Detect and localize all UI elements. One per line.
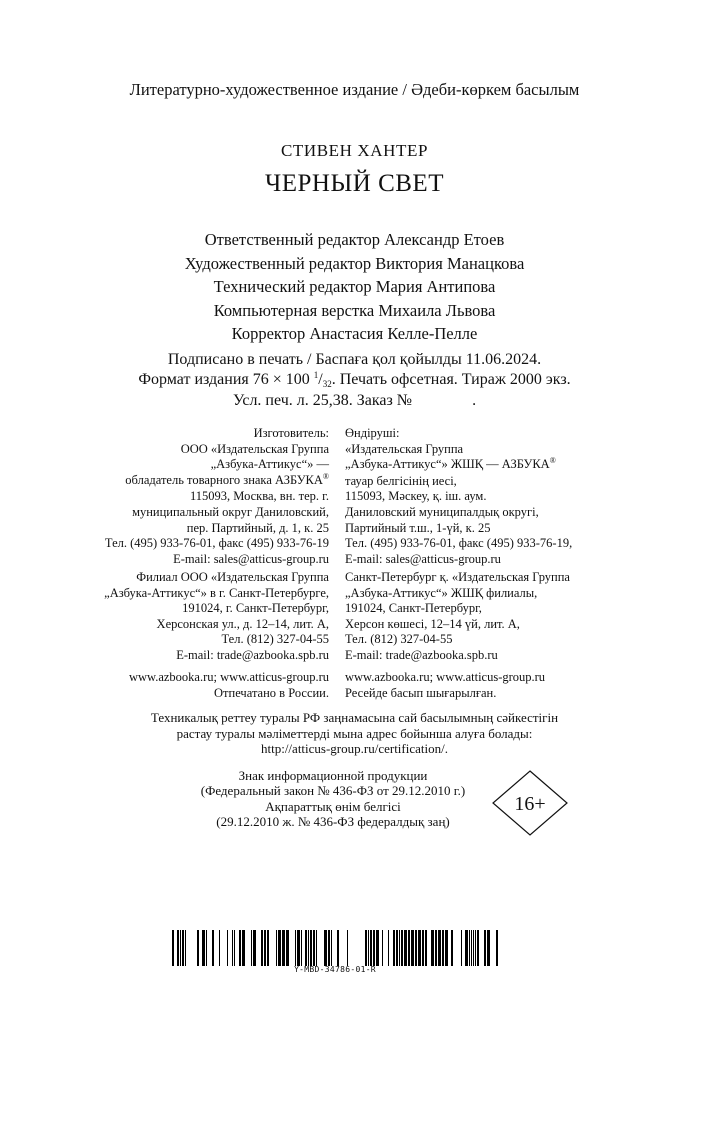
barcode-bar: [337, 930, 339, 966]
format-numerator: 1: [313, 369, 319, 380]
barcode-bar: [177, 930, 179, 966]
barcode-bar: [393, 930, 395, 966]
barcode-bar: [316, 930, 317, 966]
branch-ru-line: Филиал ООО «Издательская Группа: [136, 570, 329, 584]
age-rating-text: 16+: [514, 793, 546, 815]
barcode-bar: [399, 930, 400, 966]
barcode-bar: [206, 930, 207, 966]
info-sign-line: (29.12.2010 ж. № 436-ФЗ федералдық заң): [216, 814, 450, 830]
editorial-staff: [0, 228, 709, 346]
tech-regulation-line: Техникалық реттеу туралы РФ заңнамасына сай басылымның сәйкестігін: [150, 710, 559, 725]
manufacturer-ru: [60, 426, 329, 567]
branch-kz-line: Херсон көшесі, 12–14 үй, лит. А,: [345, 616, 520, 631]
barcode-bar: [425, 930, 427, 966]
barcode-bar: [431, 930, 434, 966]
manufacturer-kz-line: Даниловский муниципалдық округі,: [345, 504, 539, 519]
manufacturer-kz-line: «Издательская Группа: [345, 441, 464, 456]
staff-line: Корректор Анастасия Келле-Пелле: [231, 324, 478, 343]
staff-line: Художественный редактор Виктория Манацкова: [184, 253, 525, 273]
barcode-bar: [469, 930, 470, 966]
barcode-bar: [197, 930, 199, 966]
volume-line: Усл. печ. л. 25,38. Заказ № .: [232, 392, 477, 409]
age-rating-badge: [492, 770, 568, 836]
barcode-bar: [282, 930, 285, 966]
barcode-bar: [422, 930, 424, 966]
info-sign-line: (Федеральный закон № 436-ФЗ от 29.12.2010 г.): [200, 783, 466, 799]
barcode-bar: [487, 930, 490, 966]
barcode-bar: [261, 930, 263, 966]
barcode-bar: [461, 930, 462, 966]
trademark-text: „Азбука-Аттикус“» ЖШҚ — АЗБУКА: [345, 457, 550, 472]
manufacturer-kz-line: Тел. (495) 933-76-01, факс (495) 933-76-19,: [345, 536, 573, 551]
manufacturer-kz-line: Өндіруші:: [345, 426, 400, 440]
web-ru: [60, 670, 329, 701]
trademark-text: обладатель товарного знака АЗБУКА: [125, 472, 323, 487]
barcode-text: Y-MBD-34786-01-R: [294, 965, 376, 974]
branch-ru-line: Херсонская ул., д. 12–14, лит. А,: [156, 616, 329, 631]
web-kz-line: Ресейде басып шығарылған.: [345, 685, 497, 700]
barcode-bar: [180, 930, 181, 966]
info-sign-line: Знак информационной продукции: [238, 768, 428, 783]
staff-line: Ответственный редактор Александр Етоев: [204, 230, 505, 249]
barcode-bar: [411, 930, 414, 966]
barcode-bar: [297, 930, 300, 966]
barcode-bar: [477, 930, 479, 966]
staff-line: Технический редактор Мария Антипова: [213, 277, 496, 296]
book-title: ЧЕРНЫЙ СВЕТ: [265, 170, 444, 197]
barcode-bar: [496, 930, 498, 966]
barcode-bar: [182, 930, 184, 966]
branch-ru-line: E-mail: trade@azbooka.spb.ru: [176, 647, 329, 662]
barcode-bar: [365, 930, 367, 966]
barcode-bar: [324, 930, 327, 966]
manufacturer-ru-line: Изготовитель:: [253, 426, 329, 440]
branch-kz-line: „Азбука-Аттикус“» ЖШҚ филиалы,: [345, 585, 538, 600]
barcode-bar: [286, 930, 289, 966]
manufacturer-ru-line: пер. Партийный, д. 1, к. 25: [186, 520, 329, 535]
barcode-bar: [219, 930, 220, 966]
format-line: Формат издания 76 × 100 $^1$/32. Печать офсетная. Тираж 2000 экз.: [138, 369, 571, 389]
manufacturer-ru-line: E-mail: sales@atticus-group.ru: [173, 551, 329, 566]
barcode-bar: [212, 930, 214, 966]
barcode-bar: [301, 930, 302, 966]
branch-kz-line: Санкт-Петербург қ. «Издательская Группа: [345, 570, 570, 584]
manufacturer-ru-line: „Азбука-Аттикус“» —: [210, 457, 329, 472]
barcode-bar: [473, 930, 474, 966]
barcode-bar: [331, 930, 332, 966]
tech-regulation: [0, 710, 709, 757]
staff-line: Компьютерная верстка Михаила Львова: [213, 300, 496, 320]
branch-kz: [345, 570, 635, 664]
barcode-bar: [305, 930, 307, 966]
barcode-bar: [347, 930, 348, 966]
manufacturer-kz-line: тауар белгісінің иесі,: [345, 473, 457, 488]
registered-mark: ®: [549, 456, 556, 466]
branch-ru-line: 191024, г. Санкт-Петербург,: [182, 601, 329, 616]
manufacturer-ru-line: 115093, Москва, вн. тер. г.: [189, 489, 329, 504]
barcode-bar: [475, 930, 476, 966]
info-product-sign: [170, 768, 496, 830]
format-denominator: 32: [322, 378, 332, 389]
barcode-bar: [484, 930, 486, 966]
barcode-bar: [308, 930, 309, 966]
manufacturer-ru-line: муниципальный округ Даниловский,: [132, 504, 329, 519]
barcode-bar: [382, 930, 383, 966]
branch-ru-line: „Азбука-Аттикус“» в г. Санкт-Петербурге,: [104, 585, 329, 600]
manufacturer-kz-line: [345, 457, 635, 474]
barcode-bar: [239, 930, 241, 966]
branch-kz-line: Тел. (812) 327-04-55: [345, 632, 453, 647]
barcode-bar: [234, 930, 235, 966]
manufacturer-ru-line: ООО «Издательская Группа: [180, 441, 329, 456]
barcode-bar: [278, 930, 281, 966]
barcode-bar: [253, 930, 256, 966]
barcode-bar: [276, 930, 277, 966]
barcode-bar: [451, 930, 453, 966]
barcode-bar: [172, 930, 174, 966]
format-prefix: Формат издания 76 × 100: [138, 370, 310, 388]
barcode-bar: [242, 930, 245, 966]
barcode-bar: [370, 930, 372, 966]
barcode-bar: [328, 930, 330, 966]
barcode-bar: [202, 930, 205, 966]
manufacturer-ru-line: Тел. (495) 933-76-01, факс (495) 933-76-19: [104, 536, 329, 551]
barcode-bar: [185, 930, 186, 966]
barcode-bar: [418, 930, 421, 966]
barcode-bar: [227, 930, 228, 966]
barcode-bar: [388, 930, 389, 966]
registered-mark: ®: [322, 471, 329, 481]
branch-kz-line: E-mail: trade@azbooka.spb.ru: [345, 647, 498, 662]
barcode-bar: [404, 930, 407, 966]
web-kz: [345, 670, 635, 701]
barcode-bar: [267, 930, 269, 966]
tech-regulation-line: растау туралы мәліметтерді мына адрес бойынша алуға болады:: [176, 725, 533, 741]
barcode-bar: [415, 930, 417, 966]
barcode-bar: [232, 930, 233, 966]
branch-kz-line: 191024, Санкт-Петербург,: [345, 601, 482, 616]
manufacturer-kz: [345, 426, 635, 567]
web-ru-line: www.azbooka.ru; www.atticus-group.ru: [128, 670, 329, 684]
barcode-bar: [396, 930, 398, 966]
branch-ru: [60, 570, 329, 664]
info-sign-line: Ақпараттық өнім белгісі: [265, 798, 401, 814]
web-kz-line: www.azbooka.ru; www.atticus-group.ru: [345, 670, 546, 684]
format-suffix: . Печать офсетная. Тираж 2000 экз.: [331, 370, 571, 388]
barcode-bar: [408, 930, 410, 966]
manufacturer-kz-line: 115093, Мәскеу, қ. іш. аум.: [345, 489, 487, 504]
barcode-bar: [465, 930, 468, 966]
barcode-bar: [471, 930, 472, 966]
manufacturer-kz-line: Партийный т.ш., 1-үй, к. 25: [345, 520, 491, 535]
manufacturer-kz-line: E-mail: sales@atticus-group.ru: [345, 551, 501, 566]
barcode-bar: [401, 930, 403, 966]
book-author: СТИВЕН ХАНТЕР: [280, 141, 429, 160]
barcode-bar: [373, 930, 375, 966]
barcode-bar: [368, 930, 369, 966]
barcode-bar: [435, 930, 437, 966]
print-info: [0, 350, 709, 411]
signed-date: Подписано в печать / Баспаға қол қойылды 11.06.2024.: [167, 351, 542, 368]
barcode-bar: [376, 930, 379, 966]
barcode-bar: [445, 930, 448, 966]
barcode-bar: [251, 930, 252, 966]
branch-ru-line: Тел. (812) 327-04-55: [221, 632, 329, 647]
barcode-bar: [295, 930, 296, 966]
barcode-bar: [438, 930, 441, 966]
barcode: [170, 930, 500, 966]
barcode-bar: [313, 930, 315, 966]
volume-text: Усл. печ. л. 25,38. Заказ №: [232, 392, 413, 409]
barcode-bar: [310, 930, 312, 966]
genre-line: Литературно-художественное издание / Әдеби-көркем басылым: [129, 80, 580, 99]
barcode-bar: [264, 930, 266, 966]
manufacturer-ru-line: [60, 473, 329, 490]
tech-regulation-line: http://atticus-group.ru/certification/.: [260, 741, 448, 756]
barcode-bar: [442, 930, 444, 966]
web-ru-line: Отпечатано в России.: [214, 685, 329, 700]
